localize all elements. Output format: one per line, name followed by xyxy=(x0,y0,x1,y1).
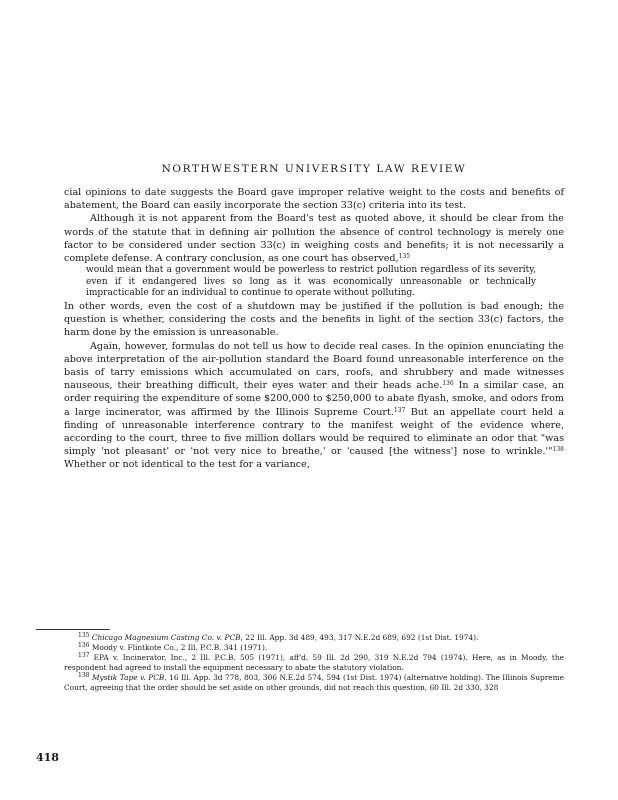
footnote-text: EPA v. Incinerator, Inc., 2 Ill. P.C.B. 505 (1971), aff'd, 59 Ill. 2d 290, 319 N.E.2d 794 (1974). Here, as in Moody, the respondent had agreed to install the equipment necessary to abate the statutory violation. xyxy=(64,653,564,672)
paragraph-2 xyxy=(64,212,564,265)
footnote-number: 135 xyxy=(78,632,90,639)
footnote-text: , 22 Ill. App. 3d 489, 493, 317 N.E.2d 689, 692 (1st Dist. 1974). xyxy=(240,633,479,642)
footnote-divider xyxy=(36,629,110,630)
page-number: 418 xyxy=(36,751,59,764)
footnote-136 xyxy=(64,643,564,653)
footnote-138 xyxy=(64,673,564,693)
footnote-number: 138 xyxy=(78,672,90,679)
footnote-135 xyxy=(64,633,564,643)
paragraph-4-text-a: Again, however, formulas do not tell us how to decide real cases. In the opinion enunciating the above interpretation of the air-pollution standard the Board found unreasonable interference on the basis of tarry emissions which accumulated on cars, roofs, and shrubbery and made witnesses nauseous, their breathing difficult, their eyes water and their heads ache. xyxy=(64,340,564,392)
paragraph-4-text-b: In a similar case, an order requiring the expenditure of some $200,000 to $250,000 to abate flyash, smoke, and odors from a large incinerator, was affirmed by the Illinois Supreme Court. xyxy=(64,380,565,418)
footnote-case-name: Chicago Magnesium Casting Co. v. PCB xyxy=(91,633,241,642)
paragraph-2-text: Although it is not apparent from the Board's test as quoted above, it should be clear from the words of the statute that in defining air pollution the absence of control technology is merely one factor to be considered under section 33(c) in weighing costs and benefits; it is not necessarily a complete defense. A contrary conclusion, as one court has observed, xyxy=(64,213,564,265)
block-quote: would mean that a government would be powerless to restrict pollution regardless of its severity, even if it endangered lives so long as it was economically unreasonable or technically impracticable for an individual to continue to operate without polluting. xyxy=(86,265,536,299)
footnote-ref-137[interactable]: 137 xyxy=(393,406,406,414)
footnote-number: 136 xyxy=(78,642,90,649)
paragraph-4-text-d: Whether or not identical to the test for a variance, xyxy=(64,459,310,471)
paragraph-1: cial opinions to date suggests the Board gave improper relative weight to the costs and benefits of abatement, the Board can easily incorporate the section 33(c) criteria into its test. xyxy=(64,187,564,212)
footnote-text: Moody v. Flintkote Co., 2 Ill. P.C.B. 341 (1971). xyxy=(91,643,268,652)
paragraph-3: In other words, even the cost of a shutdown may be justified if the pollution is bad enough; the question is whether, considering the costs and the benefits in light of the section 33(c) factors, the harm done by the emission is unreasonable. xyxy=(64,301,564,339)
running-header: NORTHWESTERN UNIVERSITY LAW REVIEW xyxy=(161,163,467,175)
footnote-ref-135[interactable]: 135 xyxy=(398,253,411,261)
footnote-number: 137 xyxy=(78,652,90,659)
footnote-ref-138[interactable]: 138 xyxy=(552,446,564,454)
paragraph-4 xyxy=(64,340,564,472)
footnote-case-name: Mystik Tape v. PCB xyxy=(91,673,165,682)
footnote-137 xyxy=(64,653,564,673)
footnotes xyxy=(64,633,564,693)
footnote-ref-136[interactable]: 136 xyxy=(442,380,454,388)
body-text xyxy=(64,186,564,472)
paragraph-4-text-c: But an appellate court held a finding of unreasonable interference contrary to the manifest weight of the evidence where, according to the court, three to five million dollars would be required to eliminate an odor that "was simply 'not pleasant' or 'not very nice to breathe,' or 'caused [the witness'] nose to wrinkle.'" xyxy=(64,406,564,458)
footnote-text: , 16 Ill. App. 3d 778, 803, 306 N.E.2d 574, 594 (1st Dist. 1974) (alternative holding). The Illinois Supreme Court, agreeing that the order should be set aside on other grounds, did not reach this question, 60 Ill. 2d 330, 328 xyxy=(64,673,564,692)
